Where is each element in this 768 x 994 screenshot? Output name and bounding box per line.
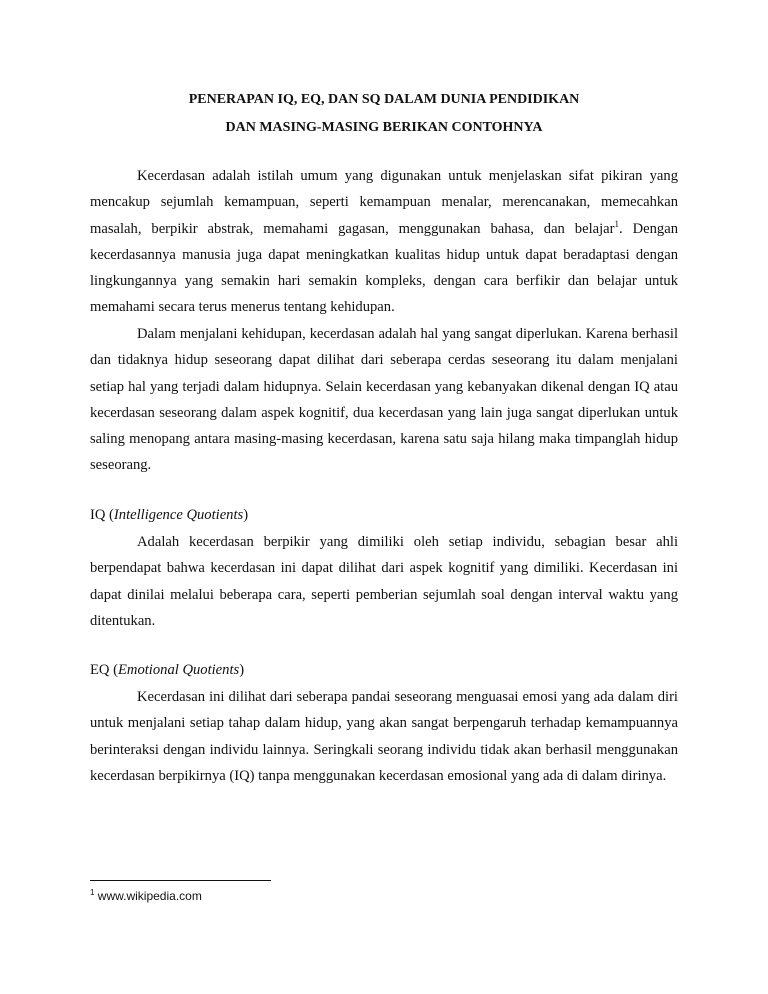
section-heading-eq-label: EQ	[90, 662, 110, 678]
section-heading-iq-close-paren: )	[243, 507, 249, 523]
intro-paragraph-1	[90, 163, 678, 321]
footnote-reference: 1	[614, 218, 620, 229]
section-heading-eq-term: Emotional Quotients	[117, 662, 240, 678]
section-heading-iq	[90, 506, 248, 524]
section-heading-iq-label: IQ	[90, 507, 106, 523]
section-body-iq: Adalah kecerdasan berpikir yang dimiliki oleh setiap individu, sebagian besar ahli berpendapat bahwa kecerdasan ini dapat dilihat dari aspek kognitif yang dimiliki. Kecerdasan ini dapat dinilai melalui beberapa cara, seperti pemberian sejumlah soal dengan interval waktu yang ditentukan.	[90, 534, 678, 629]
footnote-separator	[90, 880, 271, 881]
section-heading-iq-term: Intelligence Quotients	[113, 507, 244, 523]
section-heading-eq	[90, 661, 244, 679]
intro-paragraph-1-text: Kecerdasan adalah istilah umum yang digunakan untuk menjelaskan sifat pikiran yang mencakup sejumlah kemampuan, seperti kemampuan menalar, merencanakan, memecahkan masalah, berpikir abstrak, memahami gagasan, menggunakan bahasa, dan belajar	[90, 168, 678, 237]
intro-paragraph-1-continuation: . Dengan kecerdasannya manusia juga dapat meningkatkan kualitas hidup untuk dapat beradaptasi dengan lingkungannya yang semakin hari semakin kompleks, dengan cara berfikir dan belajar untuk memahami secara terus menerus tentang kehidupan.	[90, 220, 678, 316]
intro-paragraph-2: Dalam menjalani kehidupan, kecerdasan adalah hal yang sangat diperlukan. Karena berhasil dan tidaknya hidup seseorang dapat dilihat dari seberapa cerdas seseorang itu dalam menjalani setiap hal yang terjadi dalam hidupnya. Selain kecerdasan yang kebanyakan dikenal dengan IQ atau kecerdasan seseorang dalam aspek kognitif, dua kecerdasan yang lain juga sangat diperlukan untuk saling menopang antara masing-masing kecerdasan, karena satu saja hilang maka timpanglah hidup seseorang.	[90, 326, 678, 474]
footnote-text: www.wikipedia.com	[94, 889, 202, 903]
footnote-number: 1	[90, 888, 95, 897]
section-heading-iq-open-paren: (	[105, 507, 114, 523]
section-body-eq: Kecerdasan ini dilihat dari seberapa pandai seseorang menguasai emosi yang ada dalam diri untuk menjalani setiap tahap dalam hidup, yang akan sangat berpengaruh terhadap kemampuannya berinteraksi dengan individu lainnya. Seringkali seorang individu tidak akan berhasil menggunakan kecerdasan berpikirnya (IQ) tanpa menggunakan kecerdasan emosional yang ada di dalam dirinya.	[90, 689, 678, 784]
document-title-line-1: PENERAPAN IQ, EQ, DAN SQ DALAM DUNIA PENDIDIKAN	[188, 92, 580, 107]
document-title-line-2: DAN MASING-MASING BERIKAN CONTOHNYA	[225, 120, 543, 135]
footnote	[90, 888, 202, 904]
section-heading-eq-open-paren: (	[109, 662, 118, 678]
section-heading-eq-close-paren: )	[239, 662, 245, 678]
